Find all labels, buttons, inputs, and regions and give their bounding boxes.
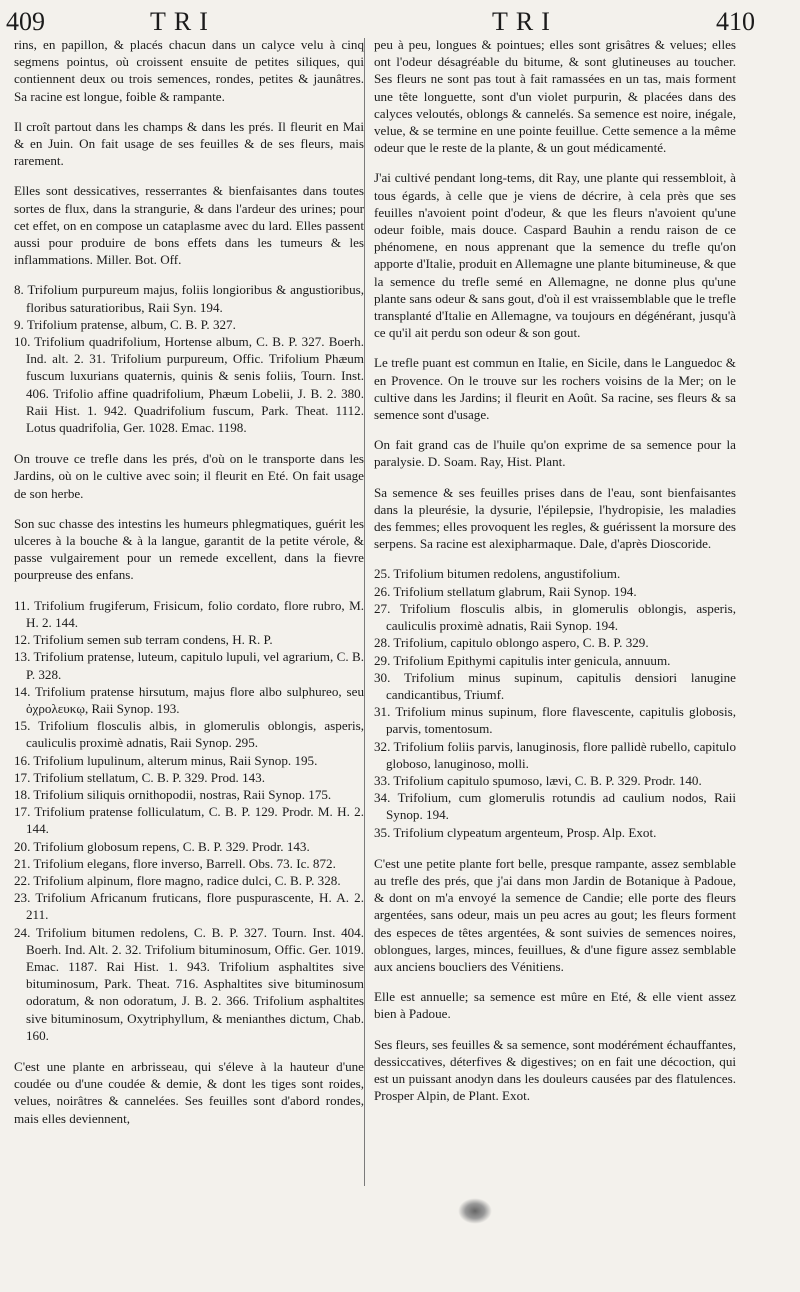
paragraph: Son suc chasse des intestins les humeurs phlegmatiques, guérit les ulceres à la bouche & à la langue, garantit de la petite vérole, & passe vulgairement pour un remede excellent, dans la fievre pourpreuse des enfans.: [14, 515, 364, 583]
paragraph: C'est une petite plante fort belle, presque rampante, assez semblable au trefle des prés, que j'ai dans mon Jardin de Botanique à Padoue, & dont on m'a envoyé la semence de Candie; elle porte des fleurs argentées, sans odeur, mais un peu acres au gout; les fleurs forment des especes de têtes argentées, & sont suivies de semences noires, oblongues, larges, minces, feuillues, & d'une figure assez semblable aux anciens boucliers des Vénitiens.: [374, 855, 736, 974]
paragraph: rins, en papillon, & placés chacun dans un calyce velu à cinq segmens pointus, où croissent ensuite de petites siliques, qui contiennent deux ou trois semences, rondes, petites & jaunâtres. Sa racine est longue, foible & rampante.: [14, 37, 364, 104]
species-entry: 30. Trifolium minus supinum, capitulis densiori lanugine candicantibus, Triumf.: [374, 669, 736, 702]
species-entry: 33. Trifolium capitulo spumoso, lævi, C. B. P. 329. Prodr. 140.: [374, 772, 702, 788]
paragraph: Ses fleurs, ses feuilles & sa semence, sont modérément échauffantes, dessiccatives, déterfives & digestives; on en fait une décoction, qui est un puissant anodyn dans les douleurs causées par des flatulences. Prosper Alpin, de Plant. Exot.: [374, 1036, 736, 1104]
species-entry: 25. Trifolium bitumen redolens, angustifolium.: [374, 566, 621, 582]
paragraph: Elles sont dessicatives, resserrantes & bienfaisantes dans toutes sortes de flux, dans la strangurie, & dans l'ardeur des urines; pour cet effet, on en compose un cataplasme avec du lard. Elles passent aussi pour produire de bons effets dans les tumeurs & les inflammations. Miller. Bot. Off.: [14, 183, 364, 268]
species-entry: 12. Trifolium semen sub terram condens, H. R. P.: [14, 632, 273, 648]
left-column: [14, 36, 364, 1140]
species-entry: 23. Trifolium Africanum fruticans, flore puspurascente, H. A. 2. 211.: [14, 890, 364, 923]
column-divider: [364, 38, 365, 1186]
species-entry: 20. Trifolium globosum repens, C. B. P. 329. Prodr. 143.: [14, 838, 310, 854]
species-entry: 9. Trifolium pratense, album, C. B. P. 327.: [14, 316, 236, 332]
species-entry: 35. Trifolium clypeatum argenteum, Prosp. Alp. Exot.: [374, 824, 657, 840]
species-entry: 18. Trifolium siliquis ornithopodii, nostras, Raii Synop. 175.: [14, 786, 332, 802]
right-column: [374, 36, 736, 1117]
paragraph: J'ai cultivé pendant long-tems, dit Ray, une plante qui ressembloit, à tous égards, à celle que je viens de décrire, à cela près que ses feuilles n'avoient point d'odeur, & que les fleurs n'avoient qu'une odeur foible, mais douce. Caspard Bauhin a rendu raison de ce phénomene, en nous apprenant que la semence du trefle qu'on apporte d'Italie, produit en Allemagne une plante bitumineuse, & que la semence du trefle semé en Allemagne, ne donne plus qu'une plante sans odeur & sans gout, d'où il est vraissemblable que le trefle transplanté d'Italie en Allemagne, va toujours en dégénérant, jusqu'à ce qu'il ait perdu son odeur & son gout.: [374, 170, 736, 341]
species-entry: 17. Trifolium stellatum, C. B. P. 329. Prod. 143.: [14, 769, 265, 785]
species-entry: 27. Trifolium flosculis albis, in glomerulis oblongis, asperis, cauliculis proximè adnatis, Raii Synop. 194.: [374, 600, 736, 634]
species-entry: 31. Trifolium minus supinum, flore flavescente, capitulis globosis, parvis, tomentosum.: [374, 704, 736, 737]
paragraph: Sa semence & ses feuilles prises dans de l'eau, sont bienfaisantes dans la pleurésie, la dysurie, l'épilepsie, l'hydropisie, les maladies des femmes; elles provoquent les regles, & guérissent la morsure des serpens. Sa racine est alexipharmaque. Dale, d'après Dioscoride.: [374, 484, 736, 552]
page-number-left: 409: [6, 7, 45, 36]
species-entry: 26. Trifolium stellatum glabrum, Raii Synop. 194.: [374, 583, 637, 599]
species-entry: 13. Trifolium pratense, luteum, capitulo lupuli, vel agrarium, C. B. P. 328.: [14, 649, 364, 682]
paragraph: Il croît partout dans les champs & dans les prés. Il fleurit en Mai & en Juin. On fait usage de ses feuilles & de ses fleurs, mais rarement.: [14, 118, 364, 169]
ink-smudge: [458, 1198, 492, 1224]
paragraph: Elle est annuelle; sa semence est mûre en Eté, & elle vient assez bien à Padoue.: [374, 989, 736, 1022]
species-entry: 8. Trifolium purpureum majus, foliis longioribus & angustioribus, floribus saturatioribus, Raii Syn. 194.: [14, 282, 364, 315]
species-entry: 16. Trifolium lupulinum, alterum minus, Raii Synop. 195.: [14, 752, 318, 768]
species-entry: 10. Trifolium quadrifolium, Hortense album, C. B. P. 327. Boerh. Ind. alt. 2. 31. Trifolium purpureum, Offic. Trifolium Phæum fuscum luxurians quaternis, quinis & senis foliis, Tourn. Inst. 406. Trifolio affine quadrifolium, Phæum Lobelii, J. B. 2. 380. Raii Hist. 1. 942. Quadrifolium fuscum, Park. Theat. 1112. Lotus quadrifolia, Ger. 1028. Emac. 1198.: [14, 334, 364, 436]
species-list: [14, 281, 364, 436]
species-entry: 21. Trifolium elegans, flore inverso, Barrell. Obs. 73. Ic. 872.: [14, 855, 336, 871]
species-entry: 22. Trifolium alpinum, flore magno, radice dulci, C. B. P. 328.: [14, 872, 341, 888]
species-entry: 29. Trifolium Epithymi capitulis inter genicula, annuum.: [374, 652, 671, 668]
running-title-left: TRI: [150, 7, 216, 36]
species-list: [374, 565, 736, 840]
species-entry: 24. Trifolium bitumen redolens, C. B. P. 327. Tourn. Inst. 404. Boerh. Ind. Alt. 2. 32. Trifolium bituminosum, Offic. Ger. 1019. Emac. 1187. Rai Hist. 1. 943. Trifolium asphaltites sive bituminosum, Park. Theat. 716. Asphaltites sive bituminosum odoratum, & non odoratum, J. B. 2. 366. Trifolium asphaltites sive bituminosum, Oxytriphyllum, & menianthes dictum, Chab. 160.: [14, 924, 364, 1043]
running-title-right: TRI: [492, 7, 558, 36]
paragraph: On trouve ce trefle dans les prés, d'où on le transporte dans les Jardins, où on le cultive avec soin; il fleurit en Eté. On fait usage de son herbe.: [14, 451, 364, 501]
paragraph: Le trefle puant est commun en Italie, en Sicile, dans le Languedoc & en Provence. On le trouve sur les rochers voisins de la Mer; on le cultive dans les Jardins; il fleurit en Août. Sa racine, ses fleurs & sa semence sont d'usage.: [374, 355, 736, 423]
species-entry: 34. Trifolium, cum glomerulis rotundis ad caulium nodos, Raii Synop. 194.: [374, 790, 736, 823]
species-entry: 28. Trifolium, capitulo oblongo aspero, C. B. P. 329.: [374, 635, 649, 651]
species-entry: 17. Trifolium pratense folliculatum, C. B. P. 129. Prodr. M. H. 2. 144.: [14, 804, 364, 837]
species-list: [14, 597, 364, 1044]
paragraph: On fait grand cas de l'huile qu'on exprime de sa semence pour la paralysie. D. Soam. Ray, Hist. Plant.: [374, 437, 736, 470]
page-number-right: 410: [716, 7, 755, 36]
species-entry: 11. Trifolium frugiferum, Frisicum, folio cordato, flore rubro, M. H. 2. 144.: [14, 597, 364, 630]
species-entry: 32. Trifolium foliis parvis, lanuginosis, flore pallidè rubello, capitulo globoso, lanuginoso, molli.: [374, 738, 736, 771]
paragraph: C'est une plante en arbrisseau, qui s'éleve à la hauteur d'une coudée ou d'une coudée & demie, & dont les tiges sont roides, velues, noirâtres & cannelées. Ses feuilles sont d'abord rondes, mais elles deviennent,: [14, 1058, 364, 1126]
species-entry: 14. Trifolium pratense hirsutum, majus flore albo sulphureo, seu ὀχρολευκῳ, Raii Synop. 193.: [14, 683, 364, 716]
paragraph: peu à peu, longues & pointues; elles sont grisâtres & velues; elles ont l'odeur désagréable du bitume, & sont glutineuses au toucher. Ses fleurs ne sont pas tout à fait ramassées en un tas, mais forment une tête longuette, sont d'un violet purpurin, & placées dans des calyces veloutés, oblongs & cannelés. Sa semence est noire, inégale, velue, & se termine en une pointe feuillue. Cette semence a la même odeur que le reste de la plante, & un gout médicamenté.: [374, 37, 736, 156]
species-entry: 15. Trifolium flosculis albis, in glomerulis oblongis, asperis, cauliculis proximè adnatis, Raii Synop. 295.: [14, 718, 364, 751]
